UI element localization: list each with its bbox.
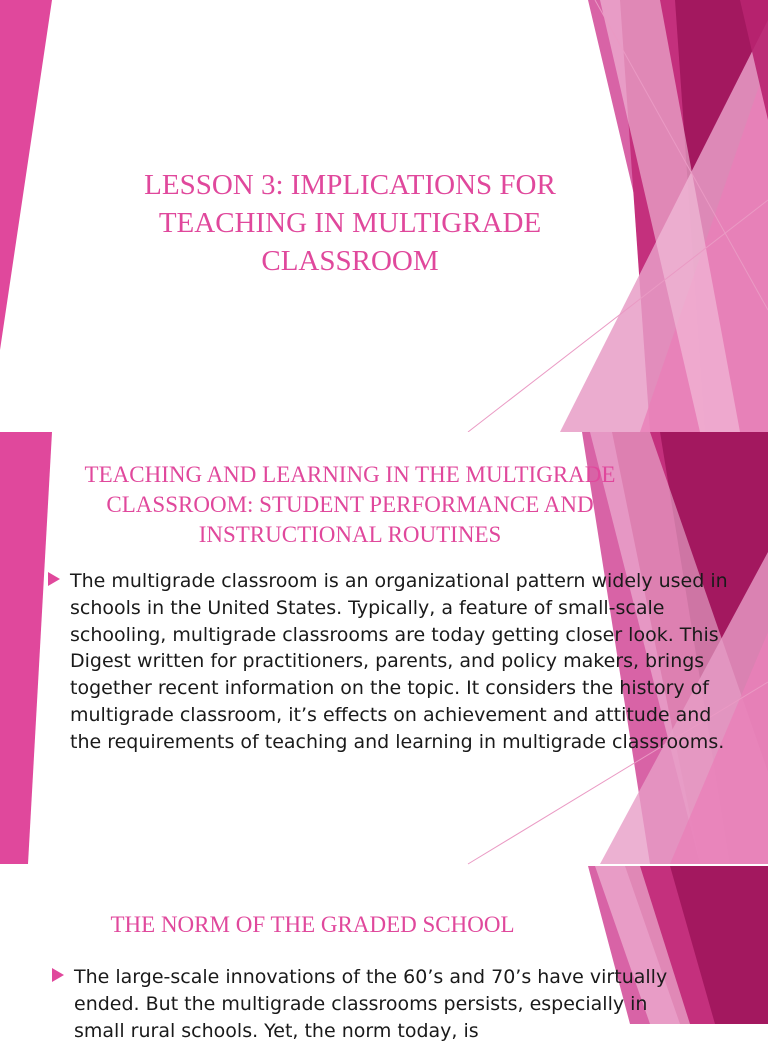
slide-3-bullet-text: The large-scale innovations of the 60’s and 70’s have virtually ended. But the multigrade classrooms persists, especially in small rural schools. Yet, the norm today, is [74,966,668,1042]
slide-2-bullet-text: The multigrade classroom is an organizational pattern widely used in schools in the United States. Typically, a feature of small-scale schooling, multigrade classrooms are today getting closer look. This Digest written for practitioners, parents, and policy makers, brings together recent information on the topic. It considers the history of multigrade classroom, it’s effects on achievement and attitude and the requirements of teaching and learning in multigrade classrooms. [70,570,728,753]
slide-2-bullet [48,568,730,756]
slide-2-title: TEACHING AND LEARNING IN THE MULTIGRADE CLASSROOM: STUDENT PERFORMANCE AND INSTRUCTIONAL ROUTINES [84,462,616,547]
slide-3-bullet [52,964,674,1044]
slide-3-title: THE NORM OF THE GRADED SCHOOL [110,912,515,937]
bullet-arrow-icon [48,572,60,586]
slide-1-title: LESSON 3: IMPLICATIONS FOR TEACHING IN MULTIGRADE CLASSROOM [144,169,556,277]
slide-2 [0,432,768,864]
slide-1 [0,0,768,432]
bullet-arrow-icon [52,968,64,982]
slide-3 [0,866,768,1042]
